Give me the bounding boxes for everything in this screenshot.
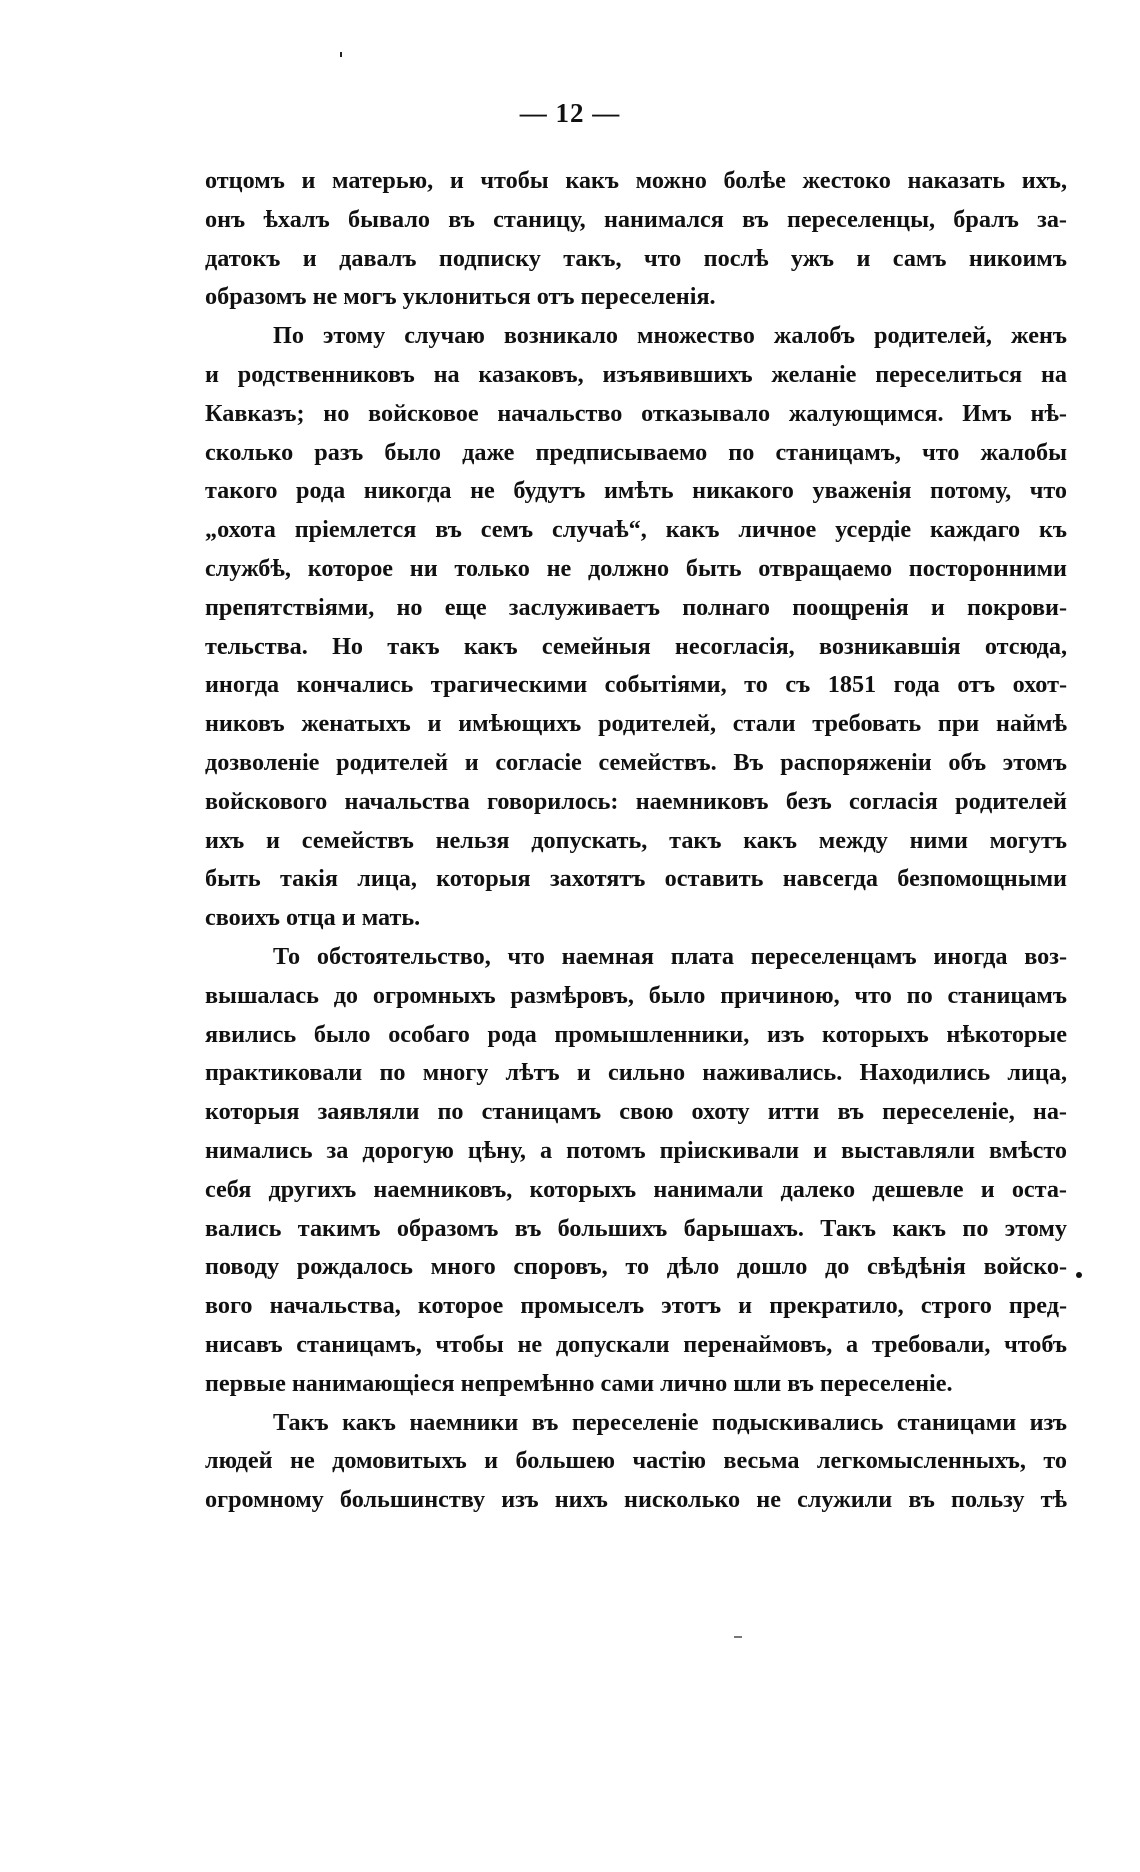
text-line: и родственниковъ на казаковъ, изъявившихъ желаніе переселиться на bbox=[205, 360, 1067, 388]
text-line: службѣ, которое ни только не должно быть отвращаемо посторонними bbox=[205, 554, 1067, 582]
body-text bbox=[205, 162, 1067, 1520]
text-line: огромному большинству изъ нихъ нисколько не служили въ пользу тѣ bbox=[205, 1486, 1067, 1514]
text-line: „охота пріемлется въ семъ случаѣ“, какъ личное усердіе каждаго къ bbox=[205, 516, 1067, 544]
paragraph bbox=[205, 317, 1067, 938]
paragraph bbox=[205, 162, 1067, 317]
text-line: быть такія лица, которыя захотятъ оставить навсегда безпомощными bbox=[205, 865, 1067, 893]
text-line: ихъ и семействъ нельзя допускать, такъ какъ между ними могутъ bbox=[205, 826, 1067, 854]
text-line: людей не домовитыхъ и большею частію весьма легкомысленныхъ, то bbox=[205, 1447, 1067, 1475]
text-line: которыя заявляли по станицамъ свою охоту итти въ переселеніе, на- bbox=[205, 1098, 1067, 1126]
text-line: вого начальства, которое промыселъ этотъ и прекратило, строго пред- bbox=[205, 1292, 1067, 1320]
text-line: По этому случаю возникало множество жалобъ родителей, женъ bbox=[273, 322, 1067, 350]
text-line: себя другихъ наемниковъ, которыхъ нанимали далеко дешевле и оста- bbox=[205, 1175, 1067, 1203]
text-line: иногда кончались трагическими событіями, то съ 1851 года отъ охот- bbox=[205, 671, 1067, 699]
text-line: вались такимъ образомъ въ большихъ барышахъ. Такъ какъ по этому bbox=[205, 1214, 1067, 1242]
page-number: — 12 — bbox=[519, 98, 621, 128]
text-line: тельства. Но такъ какъ семейныя несогласія, возникавшія отсюда, bbox=[205, 632, 1067, 660]
text-line: такого рода никогда не будутъ имѣть никакого уваженія потому, что bbox=[205, 477, 1067, 505]
paragraph bbox=[205, 1404, 1067, 1520]
text-line: практиковали по многу лѣтъ и сильно наживались. Находились лица, bbox=[205, 1059, 1067, 1087]
margin-dot bbox=[1076, 1272, 1082, 1278]
text-line: своихъ отца и мать. bbox=[205, 904, 421, 932]
text-line: сколько разъ было даже предписываемо по станицамъ, что жалобы bbox=[205, 438, 1067, 466]
text-line: Кавказъ; но войсковое начальство отказывало жалующимся. Имъ нѣ- bbox=[205, 399, 1067, 427]
text-line: поводу рождалось много споровъ, то дѣло дошло до свѣдѣнія войско- bbox=[205, 1253, 1067, 1281]
text-line: войскового начальства говорилось: наемниковъ безъ согласія родителей bbox=[205, 787, 1067, 815]
text-line: датокъ и давалъ подписку такъ, что послѣ ужъ и самъ никоимъ bbox=[205, 244, 1067, 272]
text-line: То обстоятельство, что наемная плата переселенцамъ иногда воз- bbox=[273, 942, 1067, 970]
text-line: препятствіями, но еще заслуживаетъ полнаго поощренія и покрови- bbox=[205, 593, 1067, 621]
text-line: вышалась до огромныхъ размѣровъ, было причиною, что по станицамъ bbox=[205, 981, 1067, 1009]
text-line: первые нанимающіеся непремѣнно сами лично шли въ переселеніе. bbox=[205, 1369, 953, 1397]
text-line: никовъ женатыхъ и имѣющихъ родителей, стали требовать при наймѣ bbox=[205, 710, 1067, 738]
text-line: явились было особаго рода промышленники, изъ которыхъ нѣкоторые bbox=[205, 1020, 1067, 1048]
text-line: нимались за дорогую цѣну, а потомъ пріискивали и выставляли вмѣсто bbox=[205, 1136, 1067, 1164]
text-line: Такъ какъ наемники въ переселеніе подыскивались станицами изъ bbox=[273, 1408, 1067, 1436]
text-line: нисавъ станицамъ, чтобы не допускали перенаймовъ, а требовали, чтобъ bbox=[205, 1330, 1067, 1358]
ink-mark bbox=[734, 1636, 742, 1638]
ink-speck bbox=[340, 52, 342, 57]
text-line: образомъ не могъ уклониться отъ переселенія. bbox=[205, 283, 716, 311]
text-line: онъ ѣхалъ бывало въ станицу, нанимался въ переселенцы, бралъ за- bbox=[205, 205, 1067, 233]
paragraph bbox=[205, 938, 1067, 1404]
text-line: дозволеніе родителей и согласіе семействъ. Въ распоряженіи объ этомъ bbox=[205, 748, 1067, 776]
text-line: отцомъ и матерью, и чтобы какъ можно болѣе жестоко наказать ихъ, bbox=[205, 167, 1067, 194]
